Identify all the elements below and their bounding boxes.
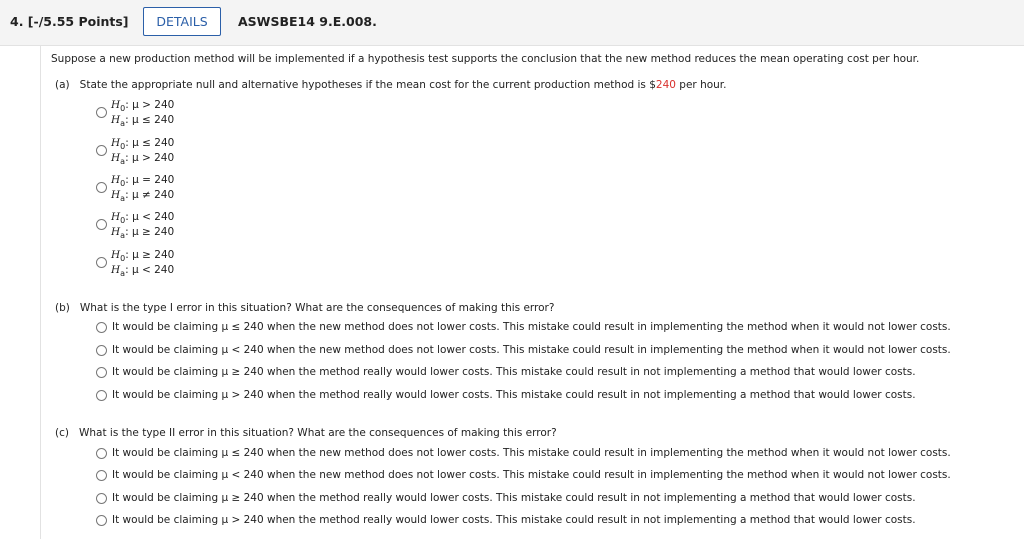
part-c-option[interactable]: It would be claiming μ > 240 when the method really would lower costs. This mistake could result in not implementing a method that would lower costs. [112,514,916,526]
question-header [0,0,1024,46]
radio-button[interactable] [96,470,107,481]
question-prompt: Suppose a new production method will be implemented if a hypothesis test supports the conclusion that the new method reduces the mean operating cost per hour. [51,53,920,65]
part-a-question-text-before: State the appropriate null and alternative hypotheses if the mean cost for the current production method is $ [79,79,656,91]
question-number: 4. [-/5.55 Points] [10,14,129,29]
part-b-question-text: What is the type I error in this situation? What are the consequences of making this error? [79,302,555,314]
part-c-option[interactable]: It would be claiming μ ≤ 240 when the new method does not lower costs. This mistake could result in implementing the method when it would not lower costs. [112,447,951,459]
part-b-question [55,302,554,314]
radio-button[interactable] [96,182,107,193]
h0-line: $H_0$: μ < 240 [111,211,175,226]
ha-line: $H_a$: μ < 240 [111,264,175,279]
part-c-question-text: What is the type II error in this situation? What are the consequences of making this error? [78,427,557,439]
radio-button[interactable] [96,322,107,333]
part-b-option[interactable]: It would be claiming μ ≥ 240 when the method really would lower costs. This mistake could result in not implementing a method that would lower costs. [112,366,916,378]
radio-button[interactable] [96,107,107,118]
part-c-label: (c) [55,427,69,439]
part-c-question [55,427,557,439]
radio-button[interactable] [96,145,107,156]
ha-line: $H_a$: μ ≥ 240 [111,226,175,241]
h0-line: $H_0$: μ ≥ 240 [111,249,175,264]
part-a-question-text-after: per hour. [675,79,727,91]
h0-line: $H_0$: μ > 240 [111,99,175,114]
part-b-label: (b) [55,302,70,314]
part-b-option[interactable]: It would be claiming μ > 240 when the method really would lower costs. This mistake could result in not implementing a method that would lower costs. [112,389,916,401]
radio-button[interactable] [96,390,107,401]
ha-line: $H_a$: μ ≠ 240 [111,189,175,204]
radio-button[interactable] [96,515,107,526]
part-a-label: (a) [55,79,70,91]
h0-line: $H_0$: μ ≤ 240 [111,137,175,152]
radio-button[interactable] [96,367,107,378]
h0-line: $H_0$: μ = 240 [111,174,175,189]
ha-line: $H_a$: μ > 240 [111,152,175,167]
radio-button[interactable] [96,493,107,504]
details-button[interactable]: DETAILS [143,7,221,36]
radio-button[interactable] [96,345,107,356]
part-c-option[interactable]: It would be claiming μ < 240 when the new method does not lower costs. This mistake could result in implementing the method when it would not lower costs. [112,469,951,481]
radio-button[interactable] [96,219,107,230]
part-a-value: 240 [655,79,676,91]
part-c-option[interactable]: It would be claiming μ ≥ 240 when the method really would lower costs. This mistake could result in not implementing a method that would lower costs. [112,492,916,504]
radio-button[interactable] [96,448,107,459]
content-left-border [40,46,41,539]
radio-button[interactable] [96,257,107,268]
part-a-question [55,79,727,91]
part-b-option[interactable]: It would be claiming μ ≤ 240 when the new method does not lower costs. This mistake could result in implementing the method when it would not lower costs. [112,321,951,333]
part-b-option[interactable]: It would be claiming μ < 240 when the new method does not lower costs. This mistake could result in implementing the method when it would not lower costs. [112,344,951,356]
question-code: ASWSBE14 9.E.008. [238,14,377,29]
ha-line: $H_a$: μ ≤ 240 [111,114,175,129]
